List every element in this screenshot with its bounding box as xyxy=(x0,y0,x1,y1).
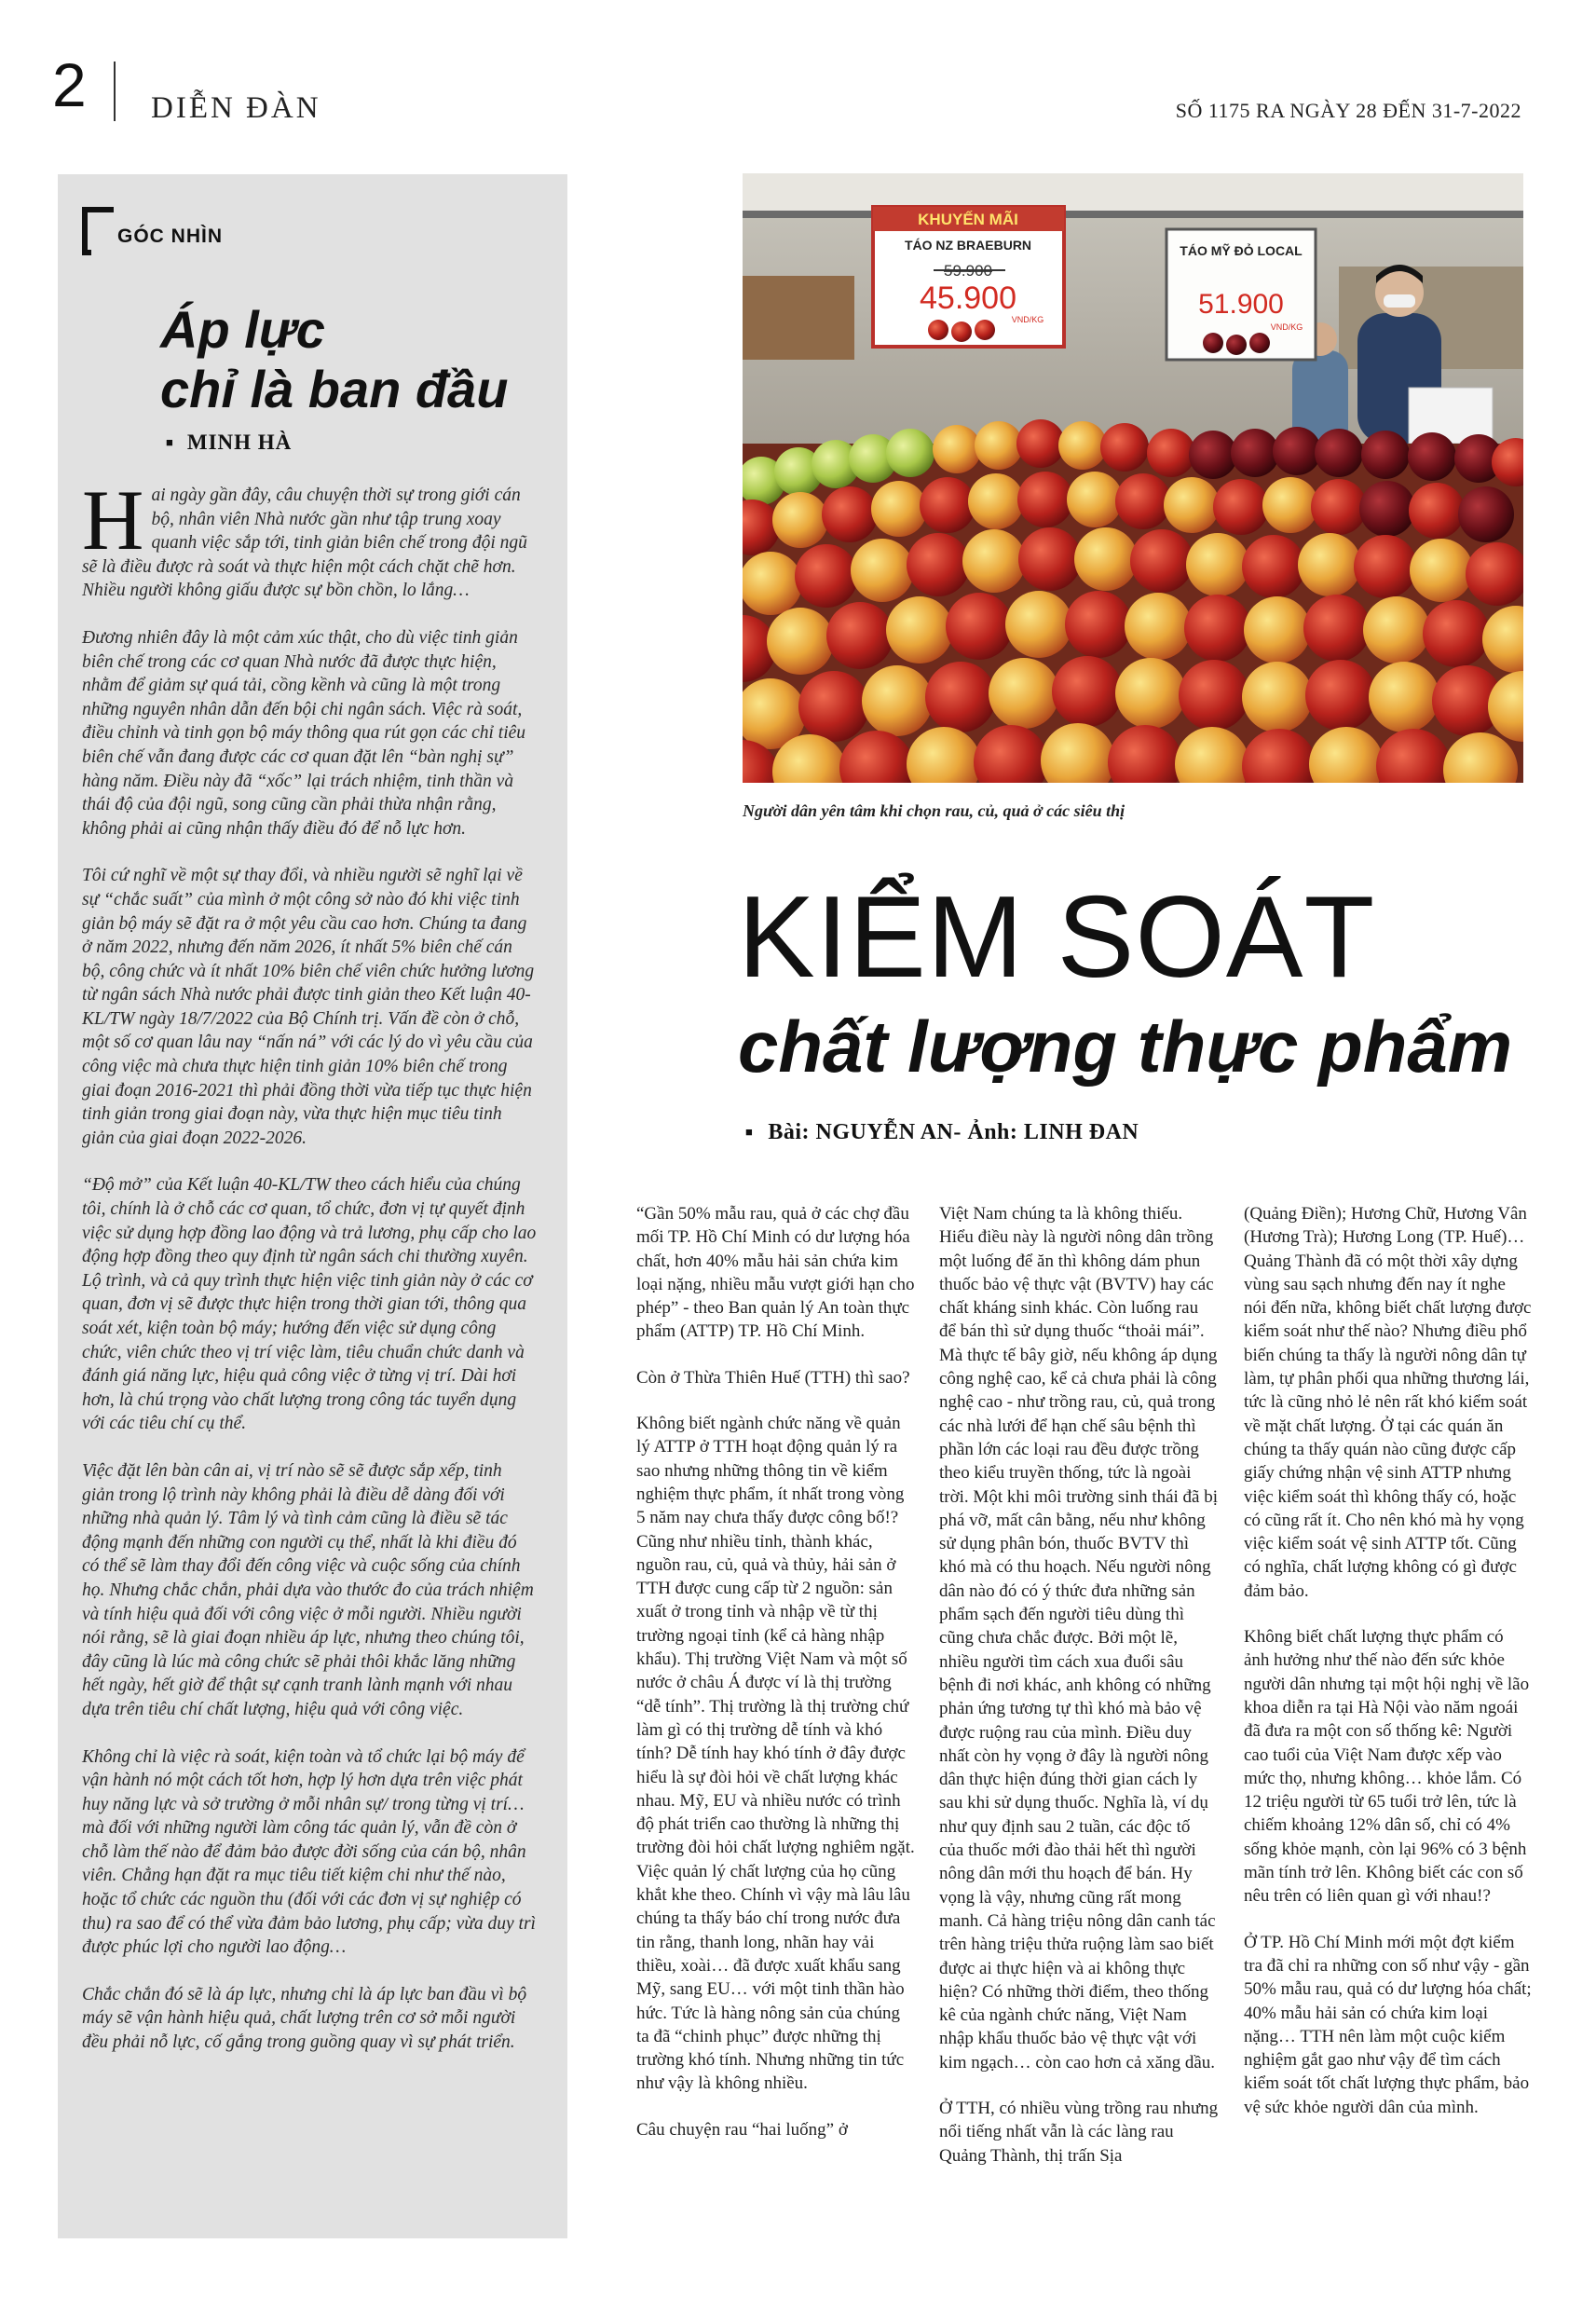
article-paragraph: Không biết ngành chức năng về quản lý ATTP ở TTH hoạt động quản lý ra sao nhưng những thông tin về kiểm nghiệm thực phẩm, ít nhất trong vòng 5 năm nay chưa thấy được công bố!? Cũng như nhiều tỉnh, thành khác, nguồn rau, củ, quả và thủy, hải sản ở TTH được cung cấp từ 2 nguồn: sản xuất ở trong tỉnh và nhập về từ thị trường ngoại tỉnh (kể cả hàng nhập khẩu). Thị trường Việt Nam và một số nước ở châu Á được ví là thị trường “dễ tính”. Thị trường là thị trường chứ làm gì có thị trường dễ tính và khó tính? Dễ tính hay khó tính ở đây được hiểu là sự đòi hỏi về chất lượng khác nhau. Mỹ, EU và nhiều nước có trình độ phát triển cao thường là những thị trường đòi hỏi chất lượng nghiêm ngặt. Việc quản lý chất lượng của họ cũng khắt khe theo. Chính vì vậy mà lâu lâu chúng ta thấy báo chí trong nước đưa tin rằng, thanh long, nhãn hay vải thiều, xoài… đã được xuất khẩu sang Mỹ, sang EU… với một tinh thần hào hức. Tức là hàng nông sản của chúng ta đã “chinh phục” được những thị trường khó tính. Nhưng những tin tức như vậy là không nhiều. xyxy=(636,1414,915,2094)
article-paragraph: (Quảng Điền); Hương Chữ, Hương Vân (Hương Trà); Hương Long (TP. Huế)… Quảng Thành đã có một thời xây dựng vùng sau sạch nhưng đến nay ít nghe nói đến nữa, không biết chất lượng được kiểm soát như thế nào? Nhưng điều phổ biến chúng ta thấy là người nông dân tự làm, tự phân phối qua những thương lái, tức là cũng nhỏ lẻ nên rất khó kiểm soát về mặt chất lượng. Ở tại các quán ăn chúng ta thấy quán nào cũng được cấp giấy chứng nhận vệ sinh ATTP nhưng việc kiểm soát thì không thấy có, hoặc có cũng rất ít. Cho nên khó mà hy vọng việc kiểm soát vệ sinh ATTP tốt. Cũng có nghĩa, chất lượng không có gì được đảm bảo. xyxy=(1244,1204,1532,1601)
sign2-price: 51.900 xyxy=(1198,289,1284,320)
sidebar-title-line1: Áp lực xyxy=(160,300,325,359)
article-paragraph: Còn ở Thừa Thiên Huế (TTH) thì sao? xyxy=(636,1367,910,1388)
sign2-unit: VND/KG xyxy=(1270,322,1303,332)
sidebar-title-line2: chỉ là ban đầu xyxy=(160,360,509,418)
section-name: DIỄN ĐÀN xyxy=(151,91,321,125)
corner-mark-icon-lower xyxy=(82,207,91,255)
article-byline: ■ Bài: NGUYỄN AN- Ảnh: LINH ĐAN xyxy=(745,1120,1139,1145)
sidebar-paragraph: Chắc chắn đó sẽ là áp lực, nhưng chỉ là áp lực ban đầu vì bộ máy sẽ vận hành hiệu quả, chất lượng trên cơ sở mỗi người đều phải nỗ lực, cố gắng trong guồng quay vì sự phát triển. xyxy=(82,1984,527,2053)
sign1-old-price: 59.900 xyxy=(944,262,992,280)
sign1-product: TÁO NZ BRAEBURN xyxy=(904,238,1032,253)
article-title: KIỂM SOÁT xyxy=(738,873,1376,1002)
article-paragraph: Ở TTH, có nhiều vùng trồng rau nhưng nổi tiếng nhất vẫn là các làng rau Quảng Thành, thị trấn Sịa xyxy=(939,2098,1219,2166)
article-subtitle: chất lượng thực phẩm xyxy=(738,1006,1513,1088)
price-sign-braeburn xyxy=(873,207,1064,347)
article-paragraph: Không biết chất lượng thực phẩm có ảnh hưởng như thế nào đến sức khỏe người dân nhưng tại một hội nghị về lão khoa diễn ra tại Hà Nội vào năm ngoái đã đưa ra một con số thống kê: Người cao tuổi của Việt Nam được xếp vào mức thọ, nhưng không… khỏe lắm. Có 12 triệu người từ 65 tuổi trở lên, tức là chiếm khoảng 12% dân số, chỉ có 4% sống khỏe mạnh, còn lại 96% có 3 bệnh mãn tính trở lên. Không biết các con số nêu trên có liên quan gì với nhau!? xyxy=(1244,1627,1530,1907)
sidebar-paragraph: Tôi cứ nghĩ về một sự thay đổi, và nhiều người sẽ nghĩ lại về sự “chắc suất” của mình ở một công sở nào đó khi việc tinh giản bộ máy sẽ đặt ra ở một yêu cầu cao hơn. Chúng ta đang ở năm 2022, nhưng đến năm 2026, ít nhất 5% biên chế cán bộ, công chức và ít nhất 10% biên chế viên chức hưởng lương từ ngân sách Nhà nước phải được tinh giản theo Kết luận 40-KL/TW ngày 18/7/2022 của Bộ Chính trị. Vấn đề còn ở chỗ, một số cơ quan lâu nay “nấn ná” với các lý do vì yêu cầu của công việc mà chưa thực hiện tinh giản 10% biên chế trong giai đoạn 2016-2021 thì phải đồng thời vừa tiếp tục thực hiện tinh giản trong giai đoạn này, vừa thực hiện mục tiêu tinh giản của giai đoạn 2022-2026. xyxy=(82,866,535,1148)
drop-cap: H xyxy=(82,472,144,568)
sidebar-label: GÓC NHÌN xyxy=(117,226,223,247)
sign1-price: 45.900 xyxy=(920,280,1016,316)
supermarket-apples-photo xyxy=(743,173,1523,783)
header-divider xyxy=(114,62,116,121)
price-sign-red-delicious xyxy=(1166,229,1316,360)
sidebar-paragraph: Không chỉ là việc rà soát, kiện toàn và tổ chức lại bộ máy để vận hành nó một cách tốt hơn, hợp lý hơn dựa trên việc phát huy năng lực và sở trường ở mỗi nhân sự/ trong từng vị trí… mà đối với những người làm công tác quản lý, vẫn đề còn ở chỗ làm thế nào để đảm bảo được đời sống của cán bộ, nhân viên. Chẳng hạn đặt ra mục tiêu tiết kiệm chi như thế nào, hoặc tổ chức các nguồn thu (đối với các đơn vị sự nghiệp có thu) ra sao để có thể vừa đảm bảo lương, phụ cấp; vừa duy trì được phúc lợi cho người lao động… xyxy=(82,1746,536,1958)
sidebar-title xyxy=(160,300,552,419)
sign1-header: KHUYẾN MÃI xyxy=(918,211,1018,228)
article-column-1 xyxy=(636,1202,916,2164)
sidebar-paragraph: Hai ngày gần đây, câu chuyện thời sự trong giới cán bộ, nhân viên Nhà nước gần như tập trung xoay quanh việc sắp tới, tinh giản biên chế trong đội ngũ sẽ là điều được rà soát và thực hiện một cách chặt chẽ hơn. Nhiều người không giấu được sự bồn chồn, lo lắng… xyxy=(82,472,527,601)
article-paragraph: Việt Nam chúng ta là không thiếu. Hiểu điều này là người nông dân trồng một luống để ăn thì không dám phun thuốc bảo vệ thực vật (BVTV) hay các chất kháng sinh khác. Còn luống rau để bán thì sử dụng thuốc “thoải mái”. Mà thực tế bây giờ, nếu không áp dụng công nghệ cao, kể cả chưa phải là công nghệ cao - như trồng rau, củ, quả trong các nhà lưới để hạn chế sâu bệnh thì phần lớn các loại rau đều được trồng theo kiểu truyền thống, tức là ngoài trời. Một khi môi trường sinh thái đã bị phá vỡ, mất cân bằng, nếu như không sử dụng phân bón, thuốc BVTV thì khó mà có thu hoạch. Nếu người nông dân nào đó có ý thức đưa những sản phẩm sạch đến người tiêu dùng thì cũng chưa chắc được. Bởi một lẽ, nhiều người tìm cách xua đuổi sâu bệnh đi nơi khác, anh không có những phản ứng tương tự thì khó mà bảo vệ được ruộng rau của mình. Điều duy nhất còn hy vọng ở đây là người nông dân thực hiện đúng thời gian cách ly sau khi sử dụng thuốc. Nghĩa là, ví dụ như quy định sau 2 tuần, các độc tố của thuốc mới đào thải hết thì người nông dân mới thu hoạch để bán. Hy vọng là vậy, nhưng cũng rất mong manh. Cả hàng triệu nông dân canh tác trên hàng triệu thửa ruộng làm sao biết được ai thực hiện và ai không thực hiện? Có những thời điểm, theo thống kê của ngành chức năng, Việt Nam nhập khẩu thuốc bảo vệ thực vật với kim ngạch… còn cao hơn cả xăng dầu. xyxy=(939,1204,1219,2073)
article-paragraph: Câu chuyện rau “hai luống” ở xyxy=(636,2119,848,2140)
article-paragraph: “Gần 50% mẫu rau, quả ở các chợ đầu mối TP. Hồ Chí Minh có dư lượng hóa chất, hơn 40% mẫu hải sản chứa kim loại nặng, nhiều mẫu vượt giới hạn cho phép” - theo Ban quản lý An toàn thực phẩm (ATTP) TP. Hồ Chí Minh. xyxy=(636,1204,915,1342)
page-number: 2 xyxy=(52,50,87,119)
sidebar-author: ■ MINH HÀ xyxy=(166,431,292,455)
sidebar-paragraph: “Độ mở” của Kết luận 40-KL/TW theo cách hiểu của chúng tôi, chính là ở chỗ các cơ quan, tổ chức, đơn vị tự quyết định việc sử dụng hợp đồng lao động và trả lương, phụ cấp cho lao động hợp đồng theo quy định từ ngân sách chi thường xuyên. Lộ trình, và cả quy trình thực hiện việc tinh giản này ở các cơ quan, đơn vị sẽ được thực hiện trong thời gian tới, thông qua soát xét, kiện toàn bộ máy; hướng đến việc sử dụng công chức, viên chức theo vị trí việc làm, tiêu chuẩn chức danh và đánh giá năng lực, hiệu quả công việc ở từng vị trí. Dài hơi hơn, là chú trọng vào chất lượng trong công tác tuyển dụng với các tiêu chí cụ thể. xyxy=(82,1175,537,1434)
article-column-3 xyxy=(1244,1202,1533,2141)
sidebar-paragraph: Đương nhiên đây là một cảm xúc thật, cho dù việc tinh giản biên chế trong các cơ quan Nhà nước đã được thực hiện, nhằm để giảm sự quá tải, cồng kềnh và cũng là một trong những nguyên nhân dẫn đến bội chi ngân sách. Việc rà soát, điều chỉnh và tinh gọn bộ máy thông qua rút gọn các chỉ tiêu biên chế vẫn đang được các cơ quan đặt lên “bàn nghị sự” hàng năm. Điều này đã “xốc” lại trách nhiệm, tinh thần và thái độ của đội ngũ, song cũng cần phải thừa nhận rằng, không phải ai cũng nhận thấy điều đó để nỗ lực hơn. xyxy=(82,627,526,839)
issue-info: SỐ 1175 RA NGÀY 28 ĐẾN 31-7-2022 xyxy=(1175,99,1521,122)
sidebar-paragraph: Việc đặt lên bàn cân ai, vị trí nào sẽ sẽ được sắp xếp, tinh giản trong lộ trình này không phải là điều dễ dàng đối với những nhà quản lý. Tâm lý và tình cảm cũng là điều sẽ tác động mạnh đến những con người cụ thể, nhất là khi điều đó có thể sẽ làm thay đổi đến công việc và cuộc sống của chính họ. Nhưng chắc chắn, phải dựa vào thước đo của trách nhiệm và tính hiệu quả đối với công việc ở mỗi người. Nhiều người nói rằng, sẽ là giai đoạn nhiều áp lực, nhưng theo chúng tôi, đây cũng là lúc mà công chức sẽ phải thôi khắc lăng những hết ngày, hết giờ để thật sự cạnh tranh lành mạnh với nhau dựa trên tiêu chí chất lượng, hiệu quả với công việc. xyxy=(82,1460,534,1719)
photo-caption: Người dân yên tâm khi chọn rau, củ, quả ở các siêu thị xyxy=(743,801,1125,820)
sign1-unit: VND/KG xyxy=(1011,315,1044,324)
article-column-2 xyxy=(939,1202,1219,2190)
apple-pile xyxy=(743,419,1523,783)
sidebar-body xyxy=(82,472,537,2078)
sign2-product: TÁO MỸ ĐỎ LOCAL xyxy=(1180,243,1303,258)
article-paragraph: Ở TP. Hồ Chí Minh mới một đợt kiểm tra đã chỉ ra những con số như vậy - gần 50% mẫu rau, quả có dư lượng hóa chất; 40% mẫu hải sản có chứa kim loại nặng… TTH nên làm một cuộc kiểm nghiệm gắt gao như vậy để tìm cách kiểm soát tốt chất lượng thực phẩm, bảo vệ sức khỏe người dân của mình. xyxy=(1244,1932,1532,2117)
